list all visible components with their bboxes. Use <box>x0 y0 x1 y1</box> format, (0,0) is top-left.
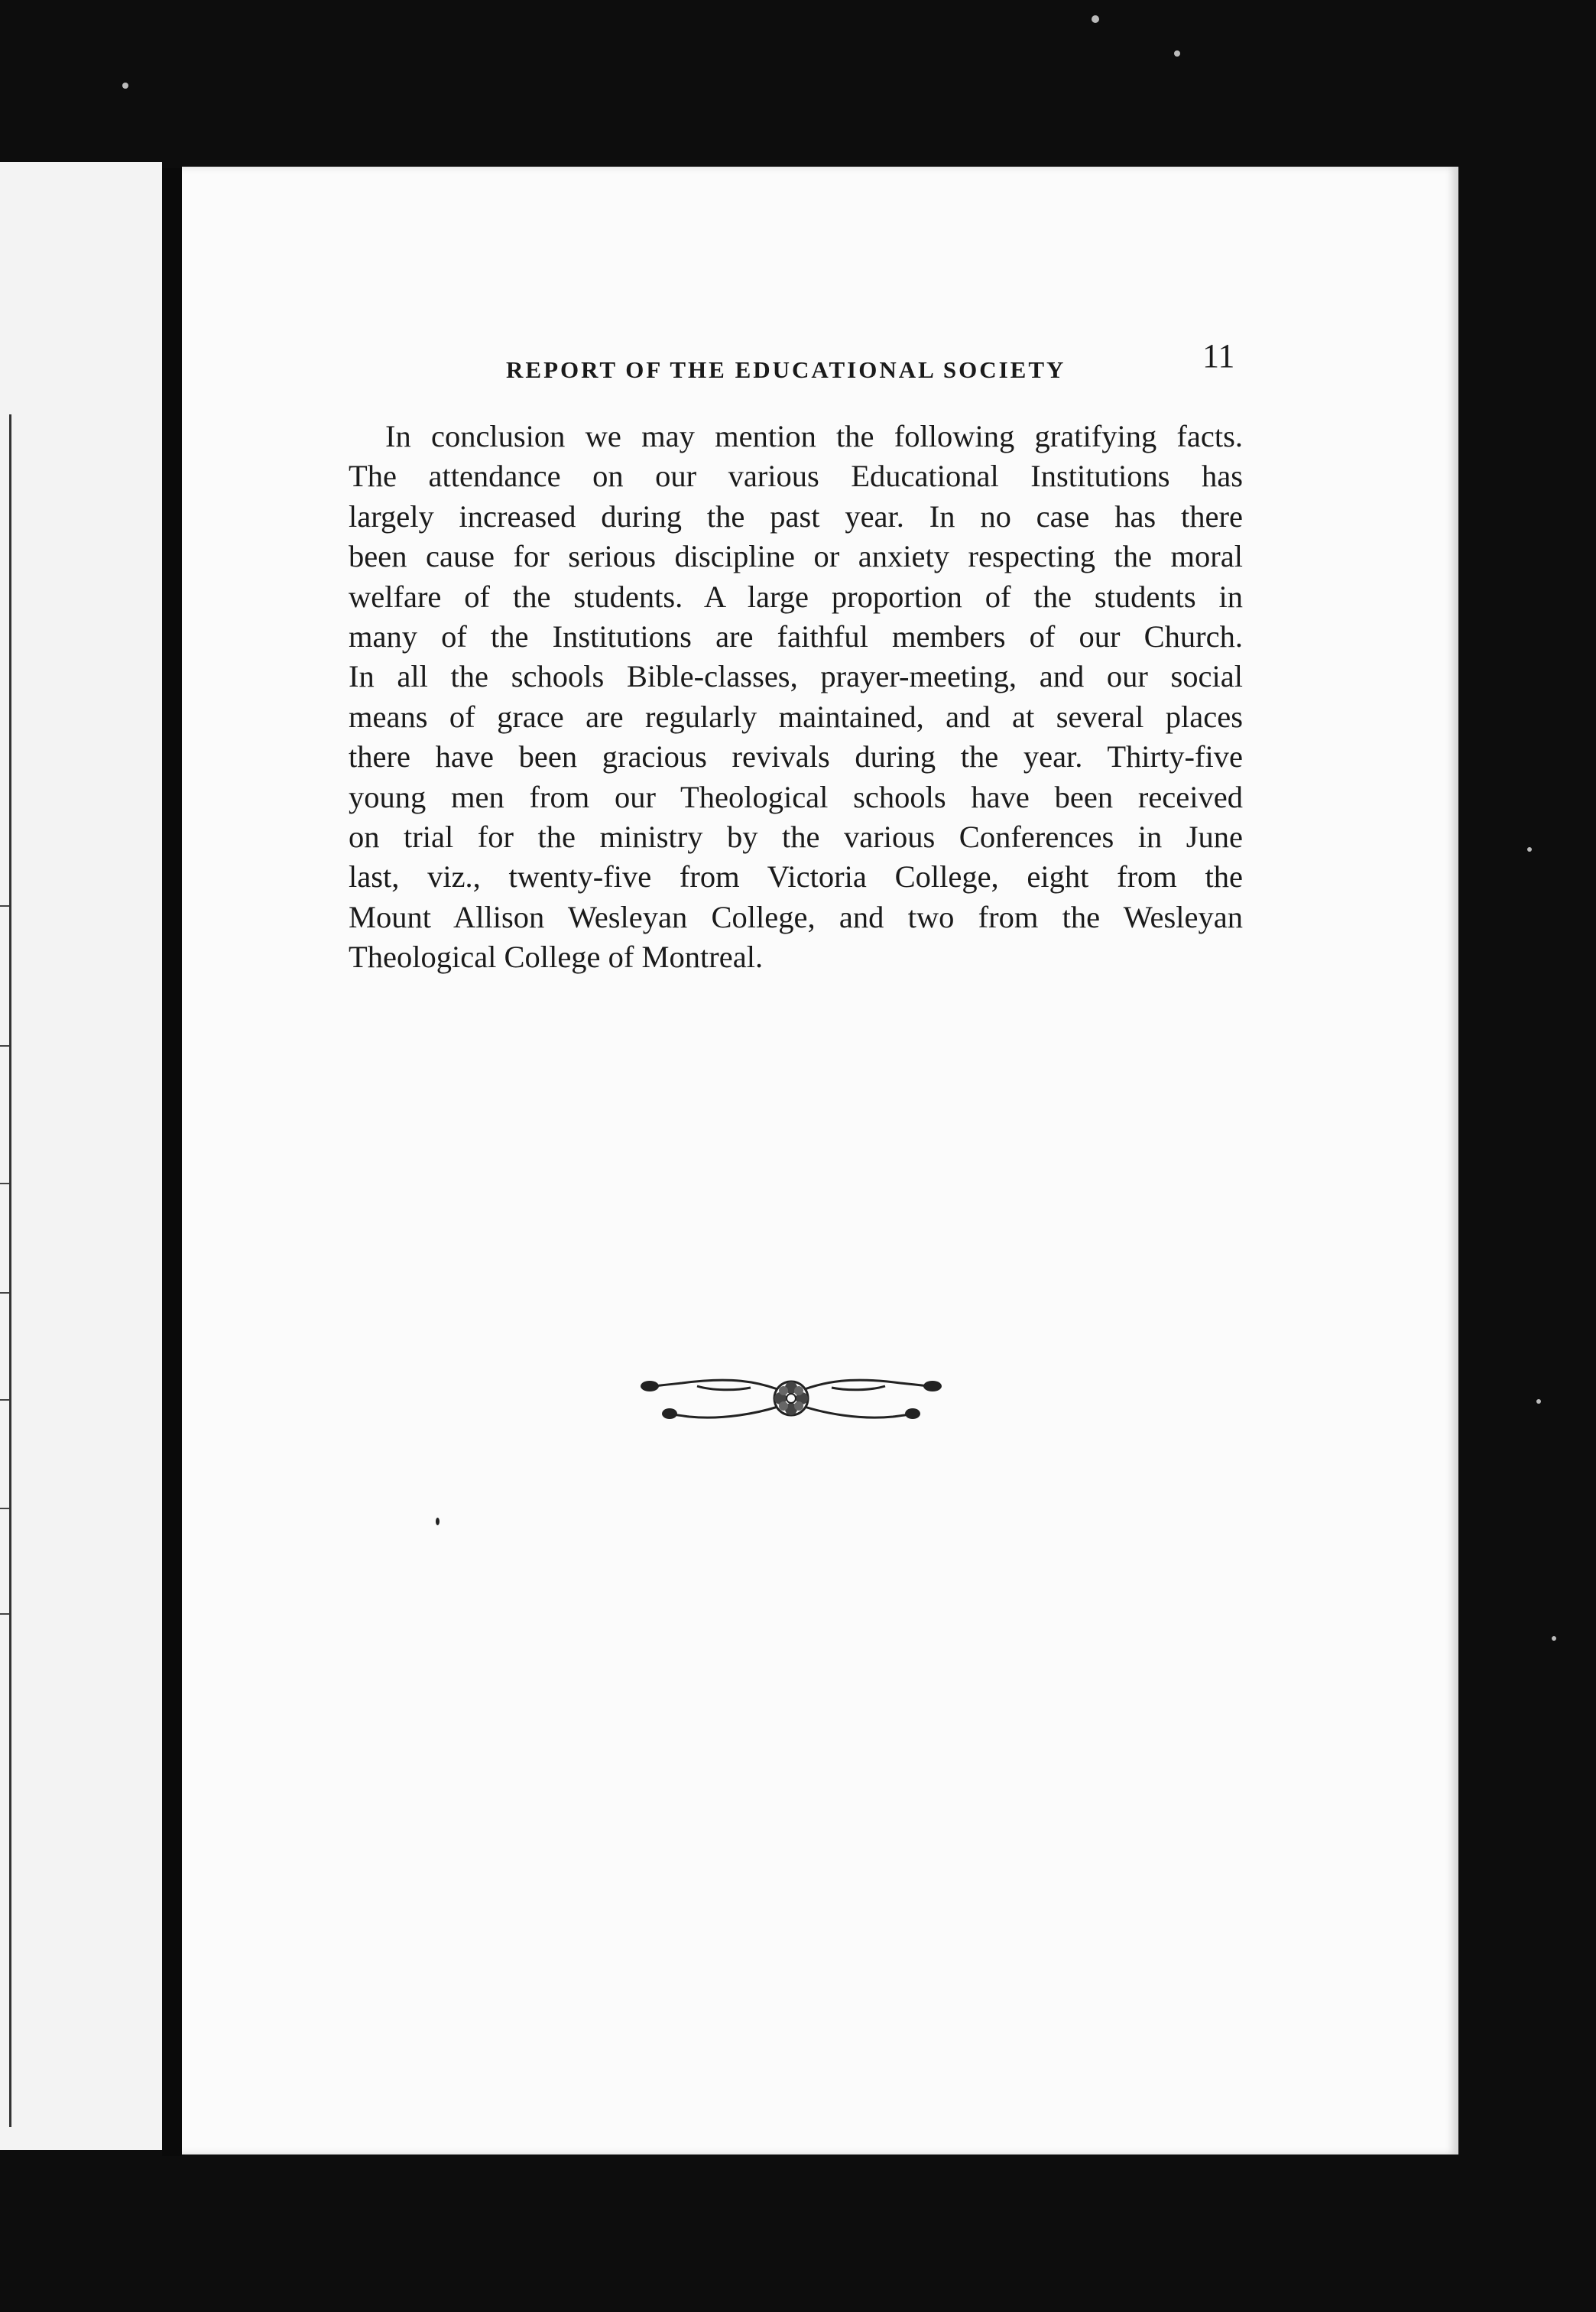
facing-page-tick <box>0 1045 9 1047</box>
facing-page-tick <box>0 1613 9 1615</box>
page-number: 11 <box>1202 337 1235 375</box>
text-line: In conclusion we may mention the following gratifying facts. <box>385 419 1243 453</box>
scan-speck <box>1174 50 1180 57</box>
facing-page-tick <box>0 905 9 907</box>
text-line: Theological College of Montreal. <box>349 940 764 975</box>
text-line: In all the schools Bible-classes, prayer-meeting, and our social <box>349 659 1243 694</box>
text-line: many of the Institutions are faithful members of our Church. <box>349 619 1243 654</box>
facing-page-tick <box>0 1399 9 1401</box>
floral-tailpiece-icon <box>636 1372 946 1434</box>
scan-speck <box>1536 1399 1541 1404</box>
running-header-title: REPORT OF THE EDUCATIONAL SOCIETY <box>506 356 1066 383</box>
scan-speck <box>1552 1636 1556 1641</box>
facing-page-tick <box>0 1183 9 1184</box>
text-line: last, viz., twenty-five from Victoria College, eight from the <box>349 859 1243 895</box>
scan-speck <box>1527 847 1532 852</box>
scan-speck <box>436 1518 440 1525</box>
text-line: been cause for serious discipline or anxiety respecting the moral <box>349 539 1243 574</box>
facing-page-tick <box>0 1292 9 1294</box>
scan-speck <box>122 83 128 89</box>
scan-speck <box>1092 15 1099 23</box>
text-line: Mount Allison Wesleyan College, and two from the Wesleyan <box>349 899 1243 934</box>
text-line: on trial for the ministry by the various Conferences in June <box>349 820 1243 855</box>
text-line: there have been gracious revivals during the year. Thirty-five <box>349 739 1243 774</box>
facing-page-tick <box>0 1508 9 1509</box>
text-line: largely increased during the past year. In no case has there <box>349 498 1243 534</box>
facing-page-rule <box>9 414 11 2127</box>
text-line: welfare of the students. A large proportion of the students in <box>349 579 1243 614</box>
text-line: The attendance on our various Educational Institutions has <box>349 459 1243 494</box>
body-paragraph <box>349 417 1243 978</box>
facing-page-edge <box>0 162 162 2150</box>
text-line: young men from our Theological schools have been received <box>349 779 1243 814</box>
text-line: means of grace are regularly maintained, and at several places <box>349 699 1243 734</box>
